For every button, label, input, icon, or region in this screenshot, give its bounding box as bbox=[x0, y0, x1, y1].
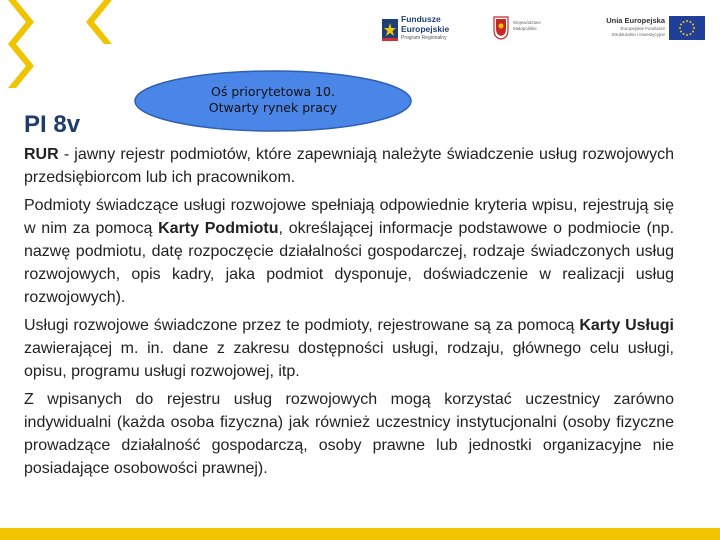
unia-europejska-logo bbox=[595, 14, 705, 46]
malopolska-logo bbox=[493, 14, 583, 46]
eu-flag-icon bbox=[669, 16, 705, 40]
decorative-stripes bbox=[0, 0, 130, 105]
paragraph-podmioty: Podmioty świadczące usługi rozwojowe spełniają odpowiednie kryteria wpisu, rejestrują się w nim za pomocą Karty Podmiotu, określającej informacje podstawowe o podmiocie (np. nazwę podmiotu, datę rozpoczęcie działalności gospodarczej, rodzaje świadczonych usług rozwojowych, opis kadry, jaka podmiot dysponuje, doświadczenie w realizacji usług rozwojowych). bbox=[24, 197, 675, 306]
paragraph-rur: RUR - jawny rejestr podmiotów, które zapewniają należyte świadczenie usług rozwojowych przedsiębiorcom lub ich pracownikom. bbox=[24, 146, 674, 186]
priority-axis-text bbox=[133, 84, 413, 116]
crest-icon bbox=[493, 16, 509, 40]
eu-title: Unia Europejska bbox=[606, 16, 665, 25]
fundusze-europejskie-logo bbox=[375, 12, 505, 48]
bottom-accent-bar bbox=[0, 528, 720, 540]
paragraph-uslugi: Usługi rozwojowe świadczone przez te podmioty, rejestrowane są za pomocą Karty Usługi zawierającej m. in. dane z zakresu dostępności usługi, rodzaju, głównego celu usługi, opisu, programu usługi rozwojowej, itp. bbox=[24, 317, 674, 380]
priority-axis-line2: Otwarty rynek pracy bbox=[208, 100, 338, 115]
logo-bar bbox=[375, 12, 705, 48]
fe-logo-text: Fundusze Europejskie bbox=[401, 14, 450, 34]
paragraph-uczestnicy: Z wpisanych do rejestru usług rozwojowych mogą korzystać uczestnicy zarówno indywidualni (każda osoba fizyczna) jak również uczestnicy instytucjonalni (osoby fizyczne prowadzące działalność gospodarczą, osoby prawne lub jednostki organizacyjne nie posiadające osobowości prawnej). bbox=[24, 391, 674, 477]
priority-axis-line1: Oś priorytetowa 10. bbox=[211, 84, 335, 99]
page-title: PI 8v bbox=[24, 111, 81, 138]
body-text bbox=[24, 143, 674, 485]
crest-text: Województwo Małopolskie bbox=[513, 20, 541, 31]
fe-star-icon bbox=[380, 16, 400, 44]
fe-logo-subtitle: Program Regionalny bbox=[401, 35, 447, 41]
eu-subtitle: Europejskie Fundusze Strukturalne i Inwestycyjne bbox=[611, 26, 665, 37]
